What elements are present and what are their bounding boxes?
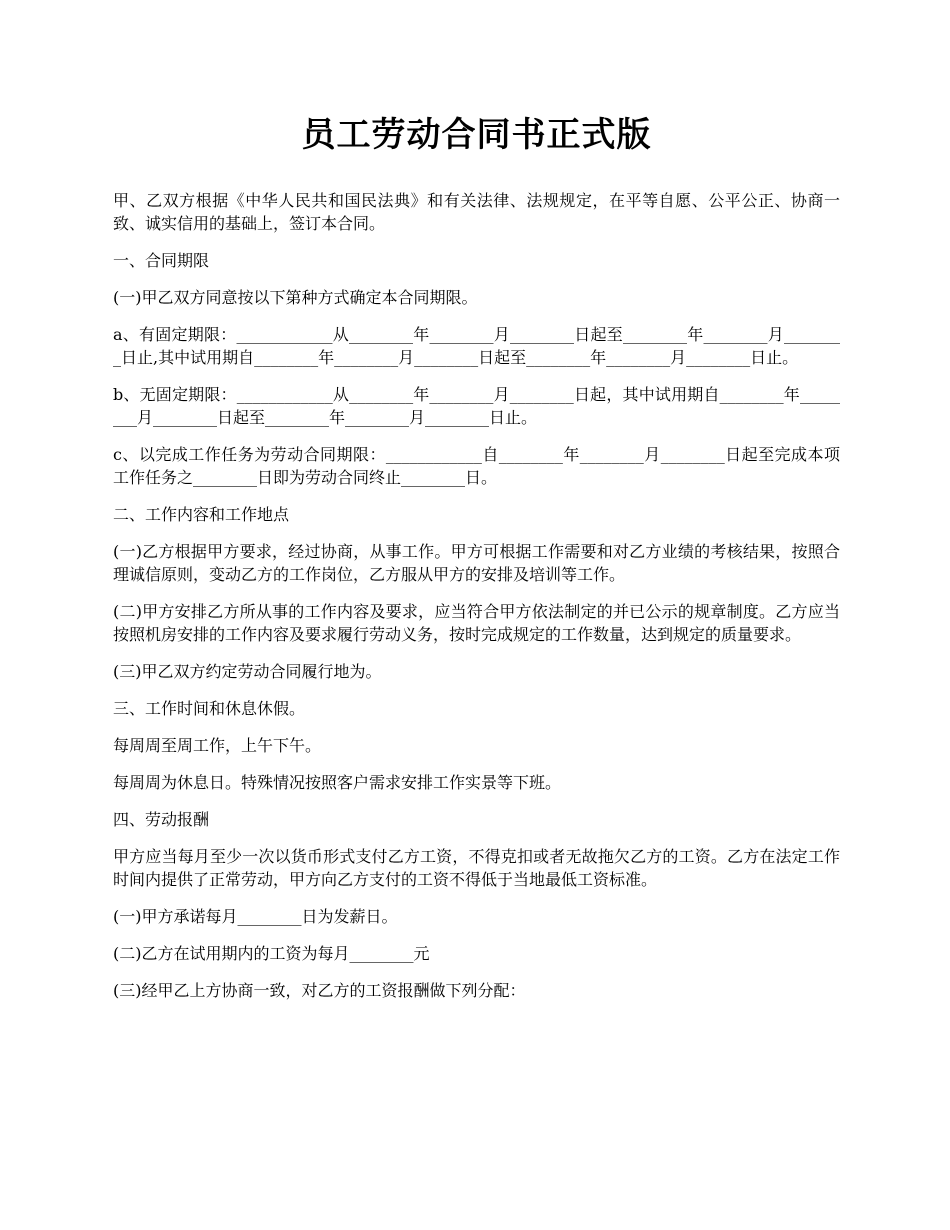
clause-task-term: c、以完成工作任务为劳动合同期限：____________自________年________月________日起至完成本项工作任务之________日即为劳动合同终止________日。: [113, 445, 840, 487]
clause-rest-days: 每周周为休息日。特殊情况按照客户需求安排工作实景等下班。: [113, 773, 562, 792]
document-page: [113, 110, 840, 1016]
clause-work-assignment: (一)乙方根据甲方要求，经过协商，从事工作。甲方可根据工作需要和对乙方业绩的考核结果，按照合理诚信原则，变动乙方的工作岗位，乙方服从甲方的安排及培训等工作。: [113, 542, 840, 584]
section-heading-hours: 三、工作时间和休息休假。: [113, 699, 306, 718]
section-heading-work: 二、工作内容和工作地点: [113, 505, 290, 524]
clause-work-days: 每周周至周工作，上午下午。: [113, 736, 322, 755]
clause-payday: (一)甲方承诺每月________日为发薪日。: [113, 907, 398, 926]
intro-paragraph: 甲、乙双方根据《中华人民共和国民法典》和有关法律、法规规定，在平等自愿、公平公正、协商一致、诚实信用的基础上，签订本合同。: [113, 191, 840, 233]
section-heading-pay: 四、劳动报酬: [113, 810, 210, 829]
clause-fixed-term: a、有固定期限：____________从________年________月________日起至________年________月________日止,其中试用期自________年________月________日起至________年________月________日止。: [113, 325, 840, 367]
clause-work-requirements: (二)甲方安排乙方所从事的工作内容及要求，应当符合甲方依法制定的并已公示的规章制度。乙方应当按照机房安排的工作内容及要求履行劳动义务，按时完成规定的工作数量，达到规定的质量要求。: [113, 602, 840, 644]
clause-open-term: b、无固定期限：____________从________年________月________日起，其中试用期自________年________月________日起至________年________月________日止。: [113, 385, 840, 427]
section-heading-term: 一、合同期限: [113, 251, 210, 270]
clause-probation-pay: (二)乙方在试用期内的工资为每月________元: [113, 944, 430, 963]
clause-work-location: (三)甲乙双方约定劳动合同履行地为。: [113, 662, 382, 681]
clause-pay-rules: 甲方应当每月至少一次以货币形式支付乙方工资，不得克扣或者无故拖欠乙方的工资。乙方在法定工作时间内提供了正常劳动，甲方向乙方支付的工资不得低于当地最低工资标准。: [113, 847, 840, 889]
document-title: 员工劳动合同书正式版: [301, 115, 652, 155]
clause-pay-distribution: (三)经甲乙上方协商一致，对乙方的工资报酬做下列分配：: [113, 981, 526, 1000]
clause-term-method: (一)甲乙双方同意按以下第种方式确定本合同期限。: [113, 288, 478, 307]
